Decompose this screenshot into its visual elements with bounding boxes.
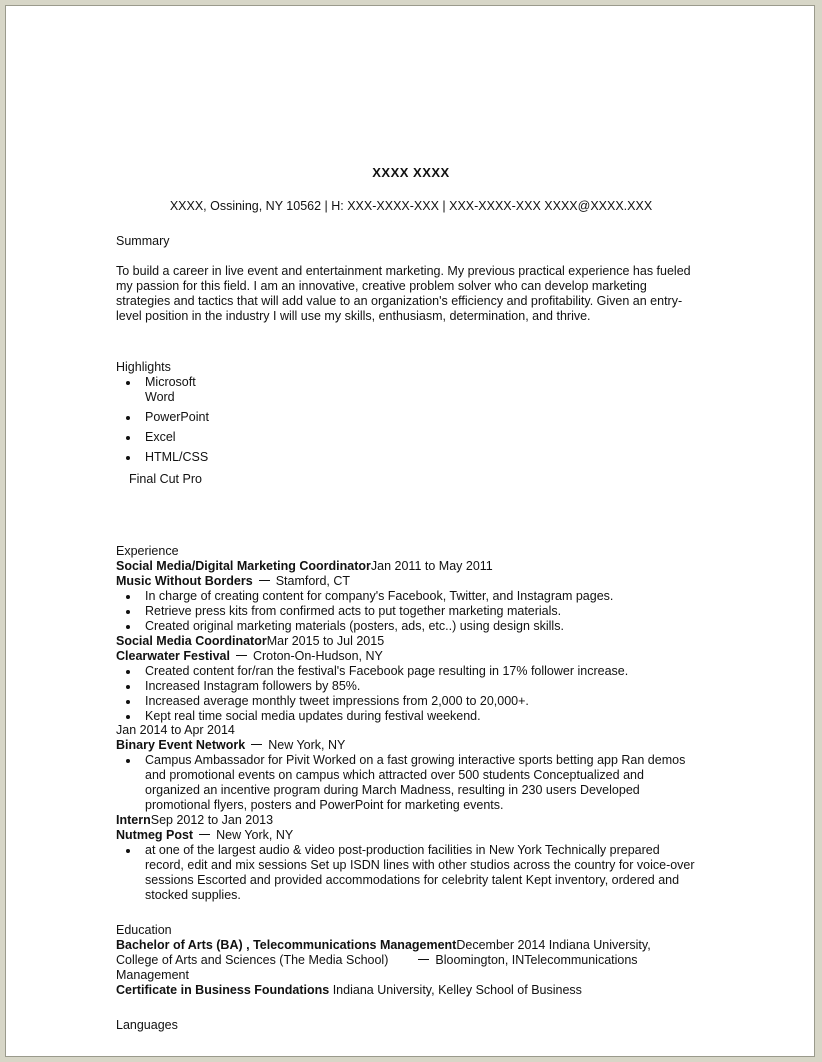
job-dates: Mar 2015 to Jul 2015 bbox=[266, 634, 385, 648]
job-bullets bbox=[116, 664, 628, 724]
job-location: New York, NY bbox=[216, 828, 294, 842]
job-title-line bbox=[116, 813, 273, 827]
list-item-text: Excel bbox=[145, 430, 176, 444]
job-company: Binary Event Network bbox=[116, 738, 246, 752]
list-item: Campus Ambassador for Pivit Worked on a fast growing interactive sports betting app Ran demos and promotional events on campus which attracted over 500 students Conceptualized and organized an incentive program during March Madness, resulting in 230 users Developed promotional flyers, posters and PowerPoint for marketing events. bbox=[116, 753, 696, 813]
list-item: Created original marketing materials (posters, ads, etc..) using design skills. bbox=[116, 619, 613, 634]
list-item bbox=[116, 430, 209, 445]
job-company-line bbox=[116, 574, 350, 588]
job-company-line bbox=[116, 738, 345, 752]
highlights-heading: Highlights bbox=[116, 360, 171, 374]
job-title: Intern bbox=[116, 813, 151, 827]
job-company: Clearwater Festival bbox=[116, 649, 230, 663]
summary-text: To build a career in live event and entertainment marketing. My previous practical experience has fueled my passion for this field. I am an innovative, creative problem solver who can develop marketing strategies and tactics that will add value to an organization's efficiency and profitability. Given an entry-level position in the industry I will use my skills, enthusiasm, determination, and thrive. bbox=[116, 264, 691, 323]
dash bbox=[251, 744, 262, 745]
job-company: Music Without Borders bbox=[116, 574, 253, 588]
list-item bbox=[116, 375, 205, 405]
education-heading: Education bbox=[116, 923, 172, 937]
summary-heading: Summary bbox=[116, 234, 170, 248]
job-title: Social Media Coordinator bbox=[116, 634, 267, 648]
job-bullets bbox=[116, 589, 613, 634]
certificate-name: Certificate in Business Foundations bbox=[116, 983, 330, 997]
degree-details: December 2014 Indiana University, bbox=[456, 938, 651, 952]
contact-line: XXXX, Ossining, NY 10562 | H: XXX-XXXX-XXX | XXX-XXXX-XXX XXXX@XXXX.XXX bbox=[169, 199, 653, 213]
list-item: at one of the largest audio & video post-production facilities in New York Technically prepared record, edit and mix sessions Set up ISDN lines with other studios across the country for voice-over sessions Escorted and provided accommodations for celebrity talent Kept inventory, ordered and stocked supplies. bbox=[116, 843, 696, 903]
list-item bbox=[116, 410, 209, 425]
job-company-line bbox=[116, 649, 383, 663]
list-item: Created content for/ran the festival's Facebook page resulting in 17% follower increase. bbox=[116, 664, 628, 679]
job-bullets bbox=[116, 753, 696, 813]
degree-school: College of Arts and Sciences (The Media School) bbox=[116, 953, 389, 967]
job-dates: Sep 2012 to Jan 2013 bbox=[150, 813, 274, 827]
degree-line bbox=[116, 938, 651, 952]
job-title-line bbox=[116, 634, 384, 648]
list-item-text: HTML/CSS bbox=[145, 450, 209, 464]
degree-location: Bloomington, INTelecommunications bbox=[435, 953, 638, 967]
degree-line-2 bbox=[116, 953, 638, 967]
dash bbox=[236, 655, 247, 656]
list-item: Kept real time social media updates during festival weekend. bbox=[116, 709, 628, 724]
job-location: Croton-On-Hudson, NY bbox=[252, 649, 383, 663]
degree-major: Telecommunications Management bbox=[253, 938, 457, 952]
job-location: New York, NY bbox=[268, 738, 346, 752]
languages-heading: Languages bbox=[116, 1018, 178, 1032]
experience-heading: Experience bbox=[116, 544, 179, 558]
job-dates: Jan 2014 to Apr 2014 bbox=[116, 723, 235, 737]
job-location: Stamford, CT bbox=[275, 574, 351, 588]
degree-name: Bachelor of Arts (BA) bbox=[116, 938, 243, 952]
job-title-line bbox=[116, 559, 493, 573]
job-company-line bbox=[116, 828, 293, 842]
candidate-name: XXXX XXXX bbox=[372, 165, 450, 180]
dash bbox=[199, 834, 210, 835]
list-item: Increased Instagram followers by 85%. bbox=[116, 679, 628, 694]
list-item: Increased average monthly tweet impressions from 2,000 to 20,000+. bbox=[116, 694, 628, 709]
certificate-details: Indiana University, Kelley School of Business bbox=[329, 983, 582, 997]
degree-separator: , bbox=[242, 938, 254, 952]
highlight-extra: Final Cut Pro bbox=[129, 472, 202, 486]
job-title: Social Media/Digital Marketing Coordinator bbox=[116, 559, 371, 573]
job-bullets bbox=[116, 843, 696, 903]
job-dates: Jan 2011 to May 2011 bbox=[370, 559, 493, 573]
list-item-text: Microsoft Word bbox=[145, 375, 196, 404]
dash bbox=[259, 580, 270, 581]
list-item-text: PowerPoint bbox=[145, 410, 209, 424]
certificate-line bbox=[116, 983, 582, 997]
highlights-list bbox=[116, 375, 209, 470]
job-company: Nutmeg Post bbox=[116, 828, 194, 842]
list-item: Retrieve press kits from confirmed acts to put together marketing materials. bbox=[116, 604, 613, 619]
dash bbox=[418, 959, 429, 960]
list-item: In charge of creating content for company's Facebook, Twitter, and Instagram pages. bbox=[116, 589, 613, 604]
degree-line-3: Management bbox=[116, 968, 189, 982]
list-item bbox=[116, 450, 209, 465]
